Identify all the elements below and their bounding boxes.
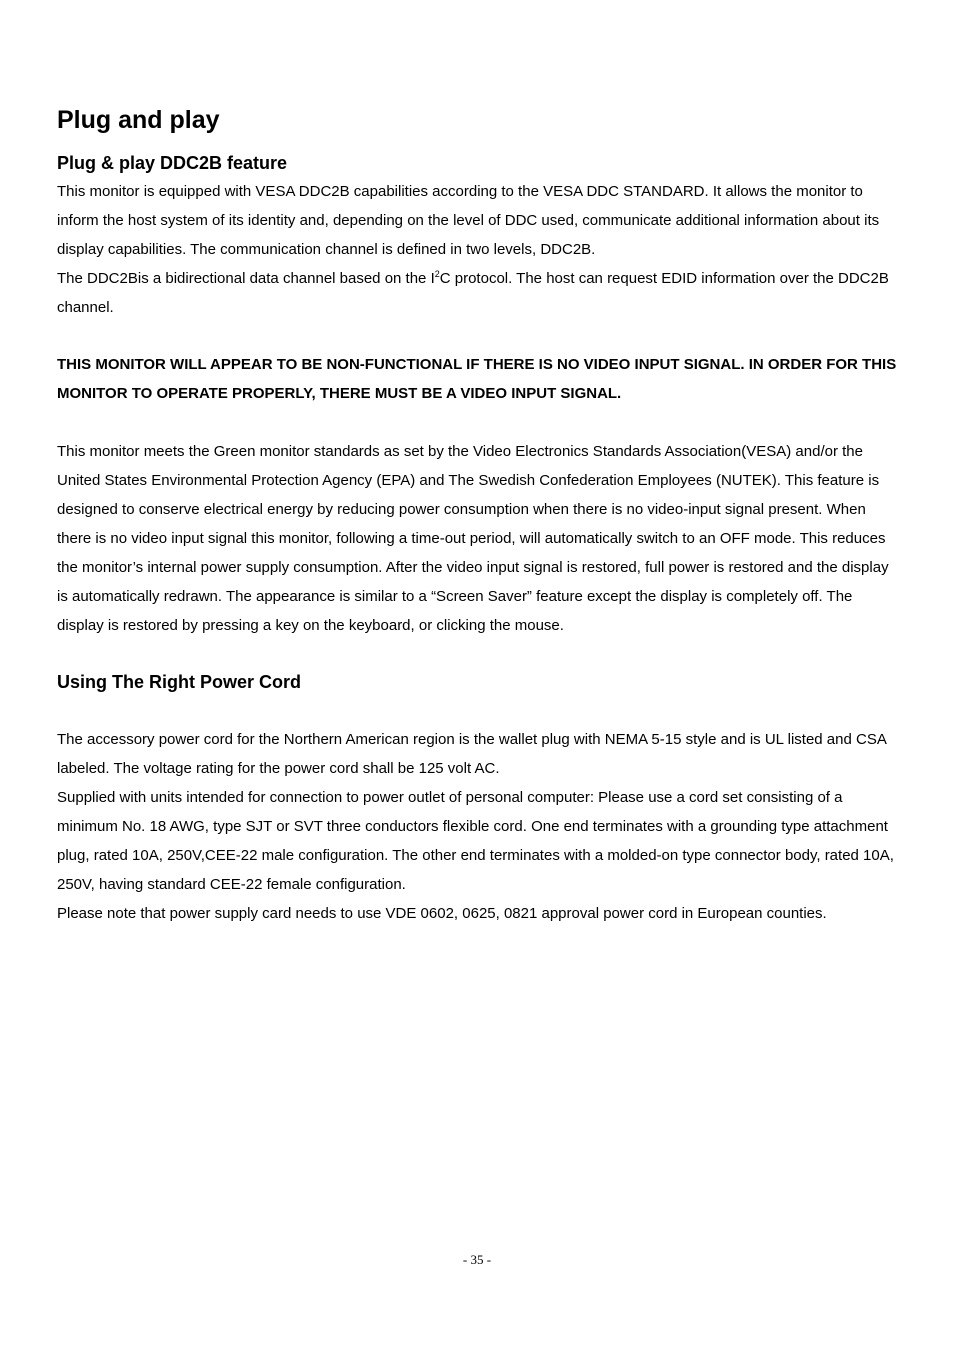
power-cord-text-block: [57, 725, 899, 928]
ddc2b-paragraph-2-end: C protocol. The host can request EDID information over the DDC2B channel.: [57, 270, 889, 316]
video-signal-warning: [57, 350, 899, 408]
ddc2b-text-block: [57, 177, 899, 322]
ddc2b-paragraph-2-start: The DDC2Bis a bidirectional data channel based on the I: [57, 270, 435, 287]
section-heading-power-cord: Using The Right Power Cord: [57, 672, 302, 692]
superscript-2: 2: [434, 269, 440, 279]
ddc2b-paragraph-1: This monitor is equipped with VESA DDC2B capabilities according to the VESA DDC STANDARD. It allows the monitor to inform the host system of its identity and, depending on the level of DDC used, communicate additional information about its display capabilities. The communication channel is defined in two levels, DDC2B.: [57, 183, 880, 258]
page-title: Plug and play: [57, 106, 220, 134]
page-number: - 35 -: [462, 1252, 492, 1267]
power-cord-paragraph-3: Please note that power supply card needs to use VDE 0602, 0625, 0821 approval power cord in European counties.: [57, 905, 827, 922]
power-cord-paragraph-1: The accessory power cord for the Northern American region is the wallet plug with NEMA 5-15 style and is UL listed and CSA labeled. The voltage rating for the power cord shall be 125 volt AC.: [57, 731, 887, 777]
power-cord-paragraph-2: Supplied with units intended for connection to power outlet of personal computer: Please use a cord set consisting of a minimum No. 18 AWG, type SJT or SVT three conductors flexible cord. One end terminates with a grounding type attachment plug, rated 10A, 250V,CEE-22 male configuration. The other end terminates with a molded-on type connector body, rated 10A, 250V, having standard CEE-22 female configuration.: [57, 789, 894, 893]
green-standards-block: [57, 437, 899, 640]
green-standards-paragraph: This monitor meets the Green monitor standards as set by the Video Electronics Standards Association(VESA) and/or the United States Environmental Protection Agency (EPA) and The Swedish Confederation Employees (NUTEK). This feature is designed to conserve electrical energy by reducing power consumption when there is no video-input signal present. When there is no video input signal this monitor, following a time-out period, will automatically switch to an OFF mode. This reduces the monitor’s internal power supply consumption. After the video input signal is restored, full power is restored and the display is automatically redrawn. The appearance is similar to a “Screen Saver” feature except the display is completely off. The display is restored by pressing a key on the keyboard, or clicking the mouse.: [57, 443, 889, 634]
ddc2b-paragraph-2: [57, 264, 899, 322]
warning-text: THIS MONITOR WILL APPEAR TO BE NON-FUNCTIONAL IF THERE IS NO VIDEO INPUT SIGNAL. IN ORDER FOR THIS MONITOR TO OPERATE PROPERLY, THERE MUST BE A VIDEO INPUT SIGNAL.: [57, 356, 897, 402]
section-heading-ddc2b: Plug & play DDC2B feature: [57, 153, 288, 173]
